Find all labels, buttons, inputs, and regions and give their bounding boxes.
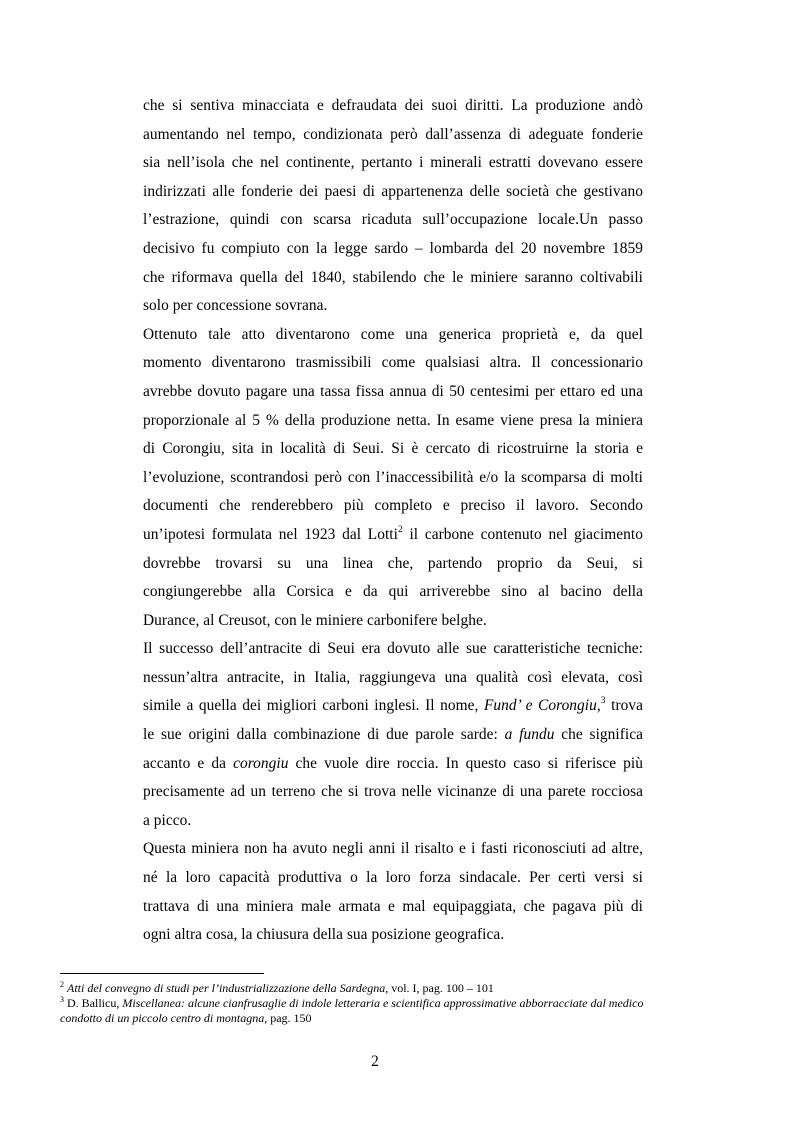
footnote-2 — [60, 981, 680, 996]
footnote-ref-3[interactable]: 3 — [600, 696, 606, 707]
text-line: ogni altra cosa, la chiusura della sua posizione geografica. — [143, 926, 505, 944]
italic-text: Fund’ e Corongiu, — [483, 697, 601, 715]
text-line: Durance, al Creusot, con le miniere carbonifere belghe. — [143, 611, 487, 629]
text-segment: un’ipotesi formulata nel 1923 dal Lotti — [143, 525, 398, 543]
text-line — [143, 750, 643, 779]
footnote-3 — [60, 996, 680, 1026]
text-line: congiungerebbe alla Corsica e da qui arriverebbe sino al bacino della — [143, 583, 643, 601]
text-line: indirizzati alle fonderie dei paesi di appartenenza delle società che gestivano — [143, 182, 643, 200]
text-line: l’evoluzione, scontrandosi però con l’inaccessibilità e/o la scomparsa di molti — [143, 468, 643, 486]
text-segment: accanto e da — [143, 754, 234, 772]
text-line: nessun’altra antracite, in Italia, raggiungeva una qualità così elevata, così — [143, 668, 643, 686]
text-segment: , vol. I, pag. 100 – 101 — [385, 981, 494, 995]
text-line: documenti che renderebbero più completo e preciso il lavoro. Secondo — [143, 497, 643, 515]
italic-text: corongiu — [233, 754, 289, 772]
text-segment: che vuole dire roccia. In questo caso si riferisce più — [288, 754, 643, 772]
text-line: decisivo fu compiuto con la legge sardo – lombarda del 20 novembre 1859 — [143, 239, 643, 257]
text-line: proporzionale al 5 % della produzione netta. In esame viene presa la miniera — [143, 411, 643, 429]
text-segment: trova — [605, 697, 643, 715]
text-line: solo per concessione sovrana. — [143, 297, 328, 315]
page-number: 2 — [371, 1053, 379, 1070]
text-segment: il carbone contenuto nel giacimento — [402, 525, 643, 543]
footnote-number: 3 — [60, 995, 64, 1005]
text-line — [143, 692, 643, 721]
body-text — [143, 92, 643, 950]
text-line: avrebbe dovuto pagare una tassa fissa annua di 50 centesimi per ettaro ed una — [143, 382, 643, 400]
text-line: Il successo dell’antracite di Seui era dovuto alle sue caratteristiche tecniche: — [143, 640, 643, 658]
text-line: dovrebbe trovarsi su una linea che, partendo proprio da Seui, si — [143, 554, 643, 572]
footnote-number: 2 — [60, 980, 64, 989]
text-segment: D. Ballicu, — [67, 996, 123, 1011]
text-line: a picco. — [143, 811, 192, 829]
text-segment: simile a quella dei migliori carboni inglesi. Il nome, — [143, 697, 484, 715]
text-line: che si sentiva minacciata e defraudata dei suoi diritti. La produzione andò — [143, 97, 643, 114]
text-line: sia nell’isola che nel continente, pertanto i minerali estratti dovevano essere — [143, 154, 643, 172]
text-line: precisamente ad un terreno che si trova nelle vicinanze di una parete rocciosa — [143, 783, 643, 801]
text-line: Ottenuto tale atto diventarono come una generica proprietà e, da quel — [143, 325, 643, 343]
text-line: che riformava quella del 1840, stabilendo che le miniere saranno coltivabili — [143, 268, 643, 286]
text-line: Questa miniera non ha avuto negli anni il risalto e i fasti riconosciuti ad altre, — [143, 840, 643, 858]
italic-text: Miscellanea: alcune cianfrusaglie di indole letteraria e scientifica approssimative abborracciate dal medico condotto di un piccolo centro di montagna — [60, 996, 644, 1026]
text-line: momento diventarono trasmissibili come qualsiasi altra. Il concessionario — [143, 354, 643, 372]
italic-text: a fundu — [504, 726, 555, 744]
text-line — [143, 721, 643, 750]
text-segment: , pag. 150 — [264, 1011, 312, 1026]
footnote-separator — [60, 973, 264, 974]
text-segment: le sue origini dalla combinazione di due parole sarde: — [143, 726, 505, 744]
text-line: l’estrazione, quindi con scarsa ricaduta sull’occupazione locale.Un passo — [143, 211, 643, 229]
text-line: trattava di una miniera male armata e mal equipaggiata, che pagava più di — [143, 897, 643, 915]
text-line: né la loro capacità produttiva o la loro forza sindacale. Per certi versi si — [143, 869, 643, 887]
italic-text: Atti del convegno di studi per l’industrializzazione della Sardegna — [67, 981, 386, 995]
footnotes — [60, 981, 680, 1027]
text-line: aumentando nel tempo, condizionata però dall’assenza di adeguate fonderie — [143, 125, 643, 143]
text-segment: che significa — [554, 726, 644, 744]
footnote-ref-2[interactable]: 2 — [397, 524, 403, 535]
text-line: di Corongiu, sita in località di Seui. Si è cercato di ricostruirne la storia e — [143, 440, 643, 458]
text-line — [143, 521, 643, 550]
